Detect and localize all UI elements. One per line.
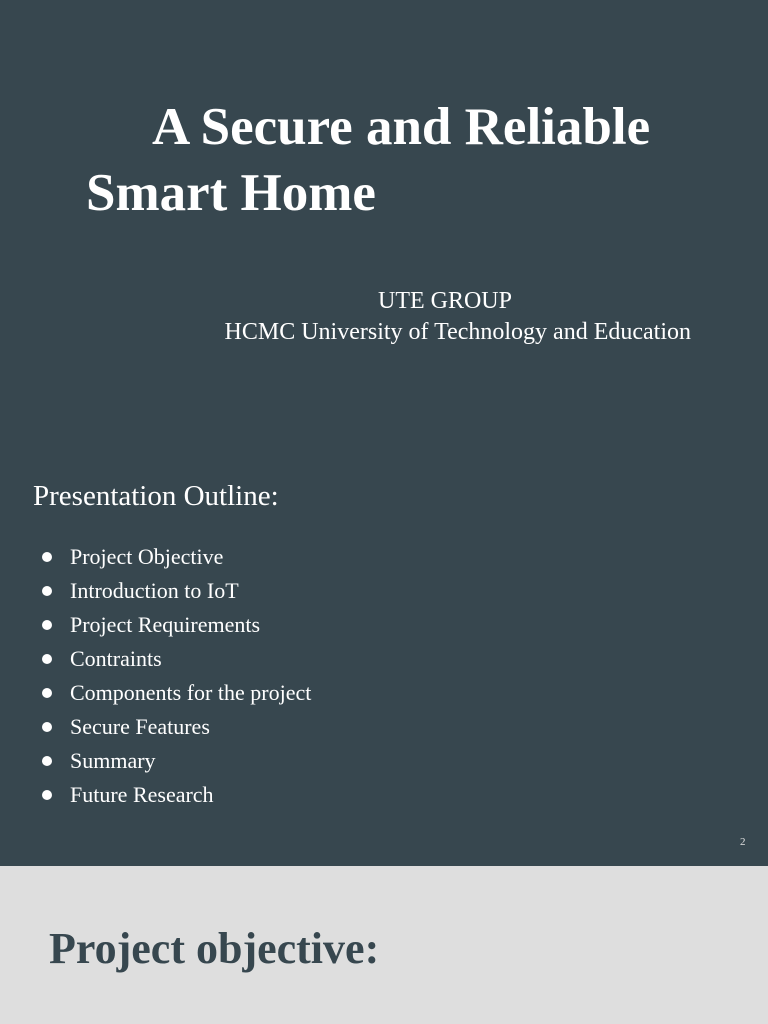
outline-list xyxy=(40,540,311,812)
slide-title-line-1: A Secure and Reliable xyxy=(152,98,651,156)
outline-item-label: Future Research xyxy=(70,782,214,807)
page-number: 2 xyxy=(740,836,746,848)
outline-item xyxy=(40,608,311,642)
slide-title-line-2: Smart Home xyxy=(86,164,376,222)
group-name: UTE GROUP xyxy=(377,288,512,314)
next-slide-title: Project objective: xyxy=(49,924,380,973)
outline-item xyxy=(40,540,311,574)
outline-item xyxy=(40,744,311,778)
bullet-icon xyxy=(42,756,52,766)
outline-item xyxy=(40,676,311,710)
outline-item-label: Introduction to IoT xyxy=(70,578,239,603)
outline-item-label: Summary xyxy=(70,748,156,773)
outline-item xyxy=(40,710,311,744)
university-name: HCMC University of Technology and Education xyxy=(224,319,691,345)
outline-item xyxy=(40,778,311,812)
bullet-icon xyxy=(42,586,52,596)
bullet-icon xyxy=(42,688,52,698)
bullet-icon xyxy=(42,654,52,664)
outline-heading: Presentation Outline: xyxy=(33,480,279,512)
outline-item-label: Components for the project xyxy=(70,680,312,705)
bullet-icon xyxy=(42,722,52,732)
bullet-icon xyxy=(42,790,52,800)
bullet-icon xyxy=(42,620,52,630)
outline-item-label: Contraints xyxy=(70,646,162,671)
outline-item xyxy=(40,642,311,676)
outline-item-label: Secure Features xyxy=(70,714,210,739)
next-slide-page xyxy=(0,866,768,1024)
outline-item-label: Project Requirements xyxy=(70,612,261,637)
outline-item-label: Project Objective xyxy=(70,544,224,569)
bullet-icon xyxy=(42,552,52,562)
outline-item xyxy=(40,574,311,608)
